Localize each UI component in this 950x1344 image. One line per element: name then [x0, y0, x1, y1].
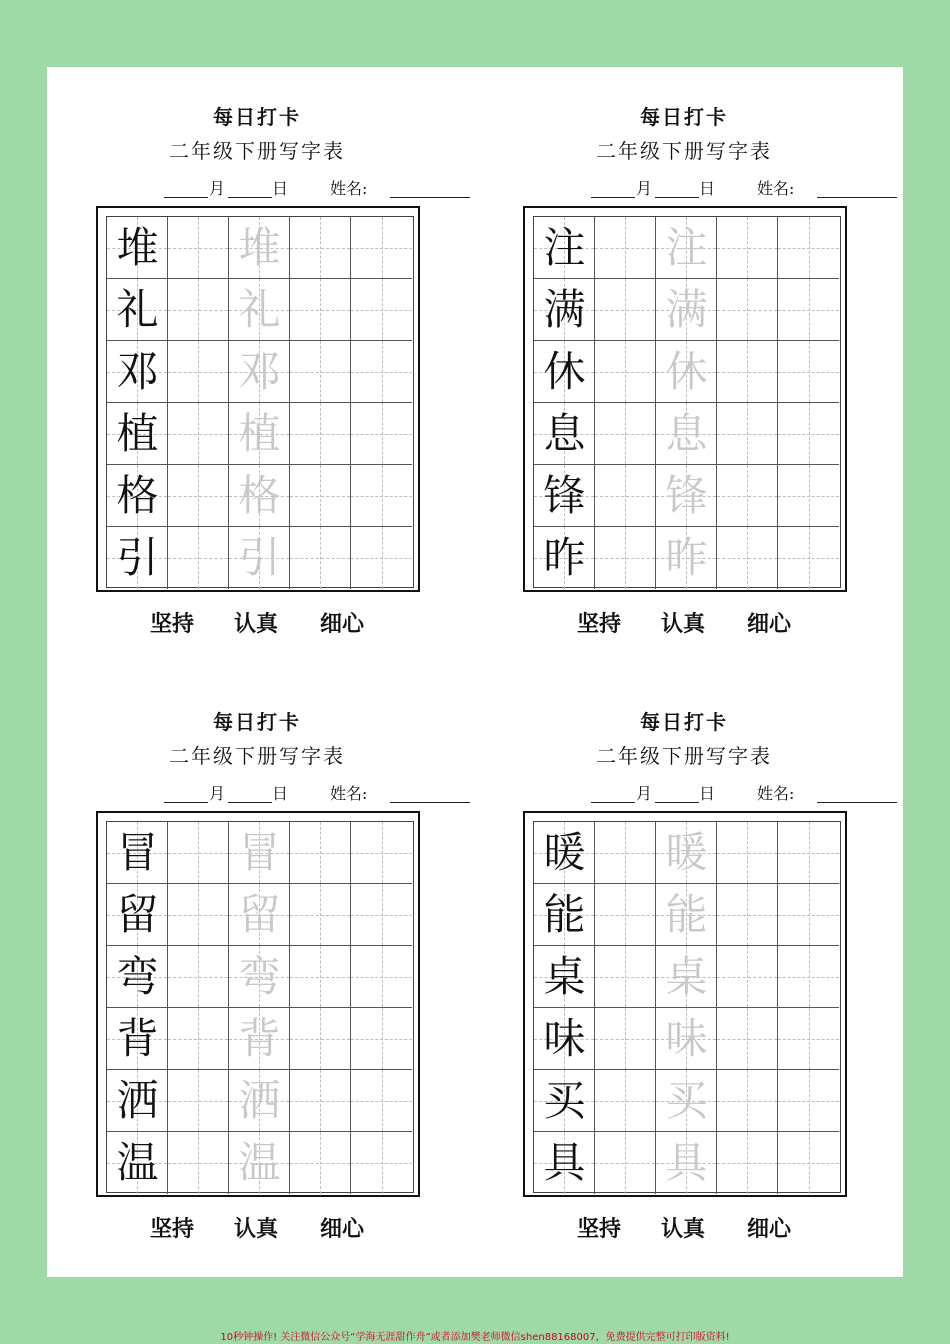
cell [229, 1008, 290, 1070]
trace-char: 味 [665, 1014, 708, 1063]
cell [534, 341, 595, 403]
cell [290, 884, 351, 946]
day-label: 日 [699, 179, 716, 198]
name-blank [390, 197, 470, 198]
cell [778, 822, 839, 884]
cell [656, 465, 717, 527]
month-blank [591, 197, 635, 198]
cell [534, 279, 595, 341]
cell [534, 1070, 595, 1132]
grid-row [534, 1132, 840, 1194]
cell [168, 946, 229, 1008]
cell [107, 465, 168, 527]
date-name-line [112, 176, 422, 200]
cell [778, 217, 839, 279]
trace-char: 洒 [238, 1076, 281, 1125]
month-blank [164, 197, 208, 198]
cell [534, 217, 595, 279]
cell [107, 527, 168, 589]
cell [351, 217, 412, 279]
name-blank [817, 197, 897, 198]
cell [351, 465, 412, 527]
grid-row [107, 884, 413, 946]
name-label: 姓名: [330, 784, 368, 803]
cell [351, 403, 412, 465]
trace-char: 植 [238, 409, 281, 458]
cell [290, 217, 351, 279]
grid-row [534, 946, 840, 1008]
trace-char: 礼 [238, 285, 281, 334]
cell [717, 884, 778, 946]
month-label: 月 [209, 179, 226, 198]
cell [168, 822, 229, 884]
model-char: 邓 [116, 347, 159, 396]
model-char: 锋 [543, 471, 586, 520]
cell [656, 341, 717, 403]
cell [717, 465, 778, 527]
cell [717, 946, 778, 1008]
grid-row [534, 1008, 840, 1070]
cell [595, 884, 656, 946]
cell [534, 1008, 595, 1070]
trace-char: 息 [665, 409, 708, 458]
trace-char: 锋 [665, 471, 708, 520]
cell [534, 527, 595, 589]
model-char: 背 [116, 1014, 159, 1063]
model-char: 味 [543, 1014, 586, 1063]
trace-char: 休 [665, 347, 708, 396]
cell [656, 1008, 717, 1070]
cell [229, 341, 290, 403]
card-subtitle: 二年级下册写字表 [596, 139, 772, 163]
cell [351, 341, 412, 403]
cell [717, 527, 778, 589]
model-char: 桌 [543, 952, 586, 1001]
cell [717, 1132, 778, 1194]
trace-char: 留 [238, 890, 281, 939]
cell [656, 884, 717, 946]
cell [107, 884, 168, 946]
grid-row [107, 1132, 413, 1194]
cell [107, 1132, 168, 1194]
name-blank [390, 802, 470, 803]
card-subtitle: 二年级下册写字表 [596, 744, 772, 768]
cell [595, 1008, 656, 1070]
card-subtitle: 二年级下册写字表 [169, 744, 345, 768]
model-char: 昨 [543, 533, 586, 582]
day-blank [655, 802, 699, 803]
cell [107, 946, 168, 1008]
cell [534, 465, 595, 527]
grid-inner [106, 216, 414, 588]
cell [595, 527, 656, 589]
cell [290, 403, 351, 465]
card-title: 每日打卡 [213, 105, 301, 129]
cell [351, 1008, 412, 1070]
trace-char: 暖 [665, 828, 708, 877]
card-title: 每日打卡 [213, 710, 301, 734]
motto-serious: 认真 [234, 1216, 279, 1242]
grid-row [107, 1008, 413, 1070]
model-char: 留 [116, 890, 159, 939]
month-label: 月 [209, 784, 226, 803]
trace-char: 格 [238, 471, 281, 520]
cell [290, 1008, 351, 1070]
cell [351, 884, 412, 946]
day-label: 日 [272, 784, 289, 803]
model-char: 休 [543, 347, 586, 396]
cell [107, 1008, 168, 1070]
cell [595, 279, 656, 341]
cell [351, 279, 412, 341]
cell [595, 217, 656, 279]
grid-row [107, 822, 413, 884]
writing-grid [96, 811, 420, 1197]
cell [290, 1070, 351, 1132]
cell [107, 279, 168, 341]
cell [229, 403, 290, 465]
card-subtitle: 二年级下册写字表 [169, 139, 345, 163]
day-label: 日 [699, 784, 716, 803]
cell [717, 403, 778, 465]
cell [717, 217, 778, 279]
cell [656, 1132, 717, 1194]
cell [168, 279, 229, 341]
cell [290, 822, 351, 884]
grid-row [107, 403, 413, 465]
motto-persist: 坚持 [577, 1216, 622, 1242]
cell [107, 403, 168, 465]
cell [168, 403, 229, 465]
name-blank [817, 802, 897, 803]
cell [351, 822, 412, 884]
cell [229, 1070, 290, 1132]
model-char: 具 [543, 1138, 586, 1187]
practice-card-3 [92, 672, 422, 1242]
cell [168, 1008, 229, 1070]
trace-char: 堆 [238, 223, 281, 272]
grid-inner [533, 216, 841, 588]
motto-serious: 认真 [234, 611, 279, 637]
cell [717, 341, 778, 403]
card-title: 每日打卡 [640, 710, 728, 734]
cell [168, 217, 229, 279]
trace-char: 桌 [665, 952, 708, 1001]
model-char: 植 [116, 409, 159, 458]
cell [534, 884, 595, 946]
cell [778, 884, 839, 946]
trace-char: 邓 [238, 347, 281, 396]
cell [656, 279, 717, 341]
date-name-line [539, 781, 849, 805]
model-char: 冒 [116, 828, 159, 877]
motto-persist: 坚持 [577, 611, 622, 637]
worksheet-paper [47, 67, 903, 1277]
model-char: 买 [543, 1076, 586, 1125]
grid-row [534, 822, 840, 884]
cell [778, 465, 839, 527]
practice-card-1 [92, 67, 422, 637]
cell [168, 1132, 229, 1194]
grid-row [534, 884, 840, 946]
cell [534, 1132, 595, 1194]
trace-char: 冒 [238, 828, 281, 877]
cell [229, 822, 290, 884]
cell [717, 279, 778, 341]
cell [290, 341, 351, 403]
cell [778, 403, 839, 465]
cell [778, 527, 839, 589]
cell [778, 1132, 839, 1194]
model-char: 温 [116, 1138, 159, 1187]
cell [595, 403, 656, 465]
cell [595, 465, 656, 527]
cell [717, 1008, 778, 1070]
cell [778, 341, 839, 403]
cell [168, 465, 229, 527]
grid-inner [106, 821, 414, 1193]
cell [290, 527, 351, 589]
cell [778, 279, 839, 341]
cell [656, 1070, 717, 1132]
cell [595, 946, 656, 1008]
cell [168, 884, 229, 946]
cell [229, 527, 290, 589]
cell [717, 1070, 778, 1132]
cell [534, 946, 595, 1008]
cell [595, 341, 656, 403]
practice-card-2 [519, 67, 849, 637]
motto-careful: 细心 [747, 1216, 792, 1242]
trace-char: 注 [665, 223, 708, 272]
grid-row [107, 465, 413, 527]
writing-grid [96, 206, 420, 592]
model-char: 暖 [543, 828, 586, 877]
trace-char: 背 [238, 1014, 281, 1063]
cell [107, 822, 168, 884]
cell [229, 465, 290, 527]
cell [290, 465, 351, 527]
writing-grid [523, 811, 847, 1197]
cell [107, 341, 168, 403]
cell [656, 403, 717, 465]
grid-row [107, 527, 413, 589]
trace-char: 引 [238, 533, 281, 582]
cell [656, 527, 717, 589]
grid-row [107, 1070, 413, 1132]
cell [717, 822, 778, 884]
motto-persist: 坚持 [150, 611, 195, 637]
model-char: 堆 [116, 223, 159, 272]
trace-char: 买 [665, 1076, 708, 1125]
grid-row [534, 403, 840, 465]
day-label: 日 [272, 179, 289, 198]
cell [229, 217, 290, 279]
cell [168, 341, 229, 403]
trace-char: 昨 [665, 533, 708, 582]
month-label: 月 [636, 179, 653, 198]
grid-row [107, 341, 413, 403]
day-blank [228, 197, 272, 198]
card-title: 每日打卡 [640, 105, 728, 129]
cell [107, 1070, 168, 1132]
cell [778, 946, 839, 1008]
cell [656, 217, 717, 279]
grid-row [534, 279, 840, 341]
cell [351, 1132, 412, 1194]
cell [534, 403, 595, 465]
date-name-line [539, 176, 849, 200]
grid-inner [533, 821, 841, 1193]
model-char: 洒 [116, 1076, 159, 1125]
footer-promo-text: 10秒钟操作! 关注微信公众号“学海无涯甜作舟”或者添加樊老师微信shen88168007，免费提供完整可打印版资料! [220, 1332, 730, 1343]
cell [534, 822, 595, 884]
day-blank [655, 197, 699, 198]
motto-persist: 坚持 [150, 1216, 195, 1242]
cell [168, 527, 229, 589]
cell [290, 279, 351, 341]
cell [168, 1070, 229, 1132]
cell [595, 1132, 656, 1194]
grid-row [107, 946, 413, 1008]
cell [351, 1070, 412, 1132]
motto-careful: 细心 [747, 611, 792, 637]
cell [778, 1008, 839, 1070]
trace-char: 弯 [238, 952, 281, 1001]
model-char: 礼 [116, 285, 159, 334]
grid-row [534, 527, 840, 589]
day-blank [228, 802, 272, 803]
grid-row [534, 217, 840, 279]
cell [229, 884, 290, 946]
cell [595, 822, 656, 884]
motto-careful: 细心 [320, 611, 365, 637]
cell [229, 1132, 290, 1194]
motto-careful: 细心 [320, 1216, 365, 1242]
model-char: 弯 [116, 952, 159, 1001]
cell [656, 946, 717, 1008]
trace-char: 满 [665, 285, 708, 334]
grid-row [534, 341, 840, 403]
grid-row [534, 465, 840, 527]
model-char: 注 [543, 223, 586, 272]
trace-char: 能 [665, 890, 708, 939]
cell [290, 1132, 351, 1194]
cell [290, 946, 351, 1008]
cell [229, 279, 290, 341]
writing-grid [523, 206, 847, 592]
motto-serious: 认真 [661, 611, 706, 637]
month-blank [164, 802, 208, 803]
name-label: 姓名: [757, 179, 795, 198]
month-label: 月 [636, 784, 653, 803]
name-label: 姓名: [330, 179, 368, 198]
model-char: 能 [543, 890, 586, 939]
date-name-line [112, 781, 422, 805]
cell [229, 946, 290, 1008]
model-char: 息 [543, 409, 586, 458]
cell [595, 1070, 656, 1132]
trace-char: 具 [665, 1138, 708, 1187]
cell [351, 527, 412, 589]
grid-row [534, 1070, 840, 1132]
model-char: 引 [116, 533, 159, 582]
grid-row [107, 279, 413, 341]
trace-char: 温 [238, 1138, 281, 1187]
model-char: 满 [543, 285, 586, 334]
cell [351, 946, 412, 1008]
cell [656, 822, 717, 884]
model-char: 格 [116, 471, 159, 520]
cell [107, 217, 168, 279]
cell [778, 1070, 839, 1132]
grid-row [107, 217, 413, 279]
month-blank [591, 802, 635, 803]
practice-card-4 [519, 672, 849, 1242]
name-label: 姓名: [757, 784, 795, 803]
motto-serious: 认真 [661, 1216, 706, 1242]
